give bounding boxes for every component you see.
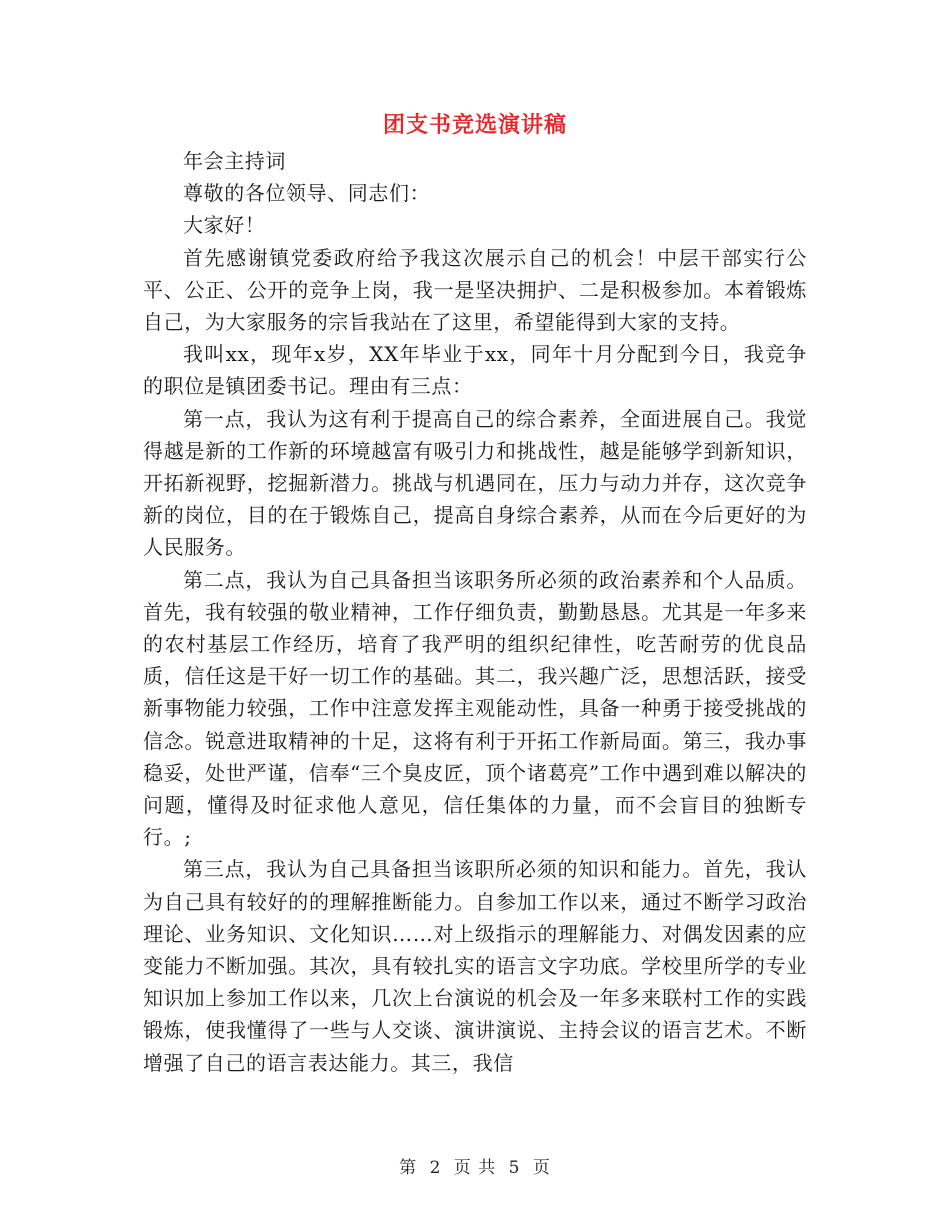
page-footer bbox=[0, 1153, 950, 1178]
document-title: 团支书竞选演讲稿 bbox=[382, 112, 567, 138]
footer-prefix: 第 bbox=[399, 1158, 418, 1178]
footer-total-pages: 5 bbox=[508, 1158, 521, 1178]
paragraph-heading: 年会主持词 bbox=[183, 149, 286, 173]
footer-suffix: 页 bbox=[532, 1158, 551, 1178]
paragraph-point-one: 第一点，我认为这有利于提高自己的综合素养，全面进展自己。我觉得越是新的工作新的环境越富有吸引力和挑战性，越是能够学到新知识，开拓新视野，挖掘新潜力。挑战与机遇同在，压力与动力并存，这次竞争新的岗位，目的在于锻炼自己，提高自身综合素养，从而在今后更好的为人民服务。 bbox=[143, 406, 807, 560]
paragraph-self-introduction: 我叫xx，现年x岁，XX年毕业于xx，同年十月分配到今日，我竞争的职位是镇团委书记。理由有三点： bbox=[143, 342, 807, 399]
paragraph-point-two: 第二点，我认为自己具备担当该职务所必须的政治素养和个人品质。首先，我有较强的敬业精神，工作仔细负责，勤勤恳恳。尤其是一年多来的农村基层工作经历，培育了我严明的组织纪律性，吃苦耐劳的优良品质，信任这是干好一切工作的基础。其二，我兴趣广泛，思想活跃，接受新事物能力较强，工作中注意发挥主观能动性，具备一种勇于接受挑战的信念。锐意进取精神的十足，这将有利于开拓工作新局面。第三，我办事稳妥，处世严谨，信奉“三个臭皮匠，顶个诸葛亮”工作中遇到难以解决的问题，懂得及时征求他人意见，信任集体的力量，而不会盲目的独断专行。; bbox=[143, 567, 807, 850]
paragraph-salutation: 尊敬的各位领导、同志们： bbox=[183, 181, 431, 206]
paragraph-intro: 首先感谢镇党委政府给予我这次展示自己的机会！中层干部实行公平、公正、公开的竞争上岗，我一是坚决拥护、二是积极参加。本着锻炼自己，为大家服务的宗旨我站在了这里，希望能得到大家的支持。 bbox=[143, 245, 807, 335]
document-body bbox=[143, 145, 807, 1079]
paragraph-point-three: 第三点，我认为自己具备担当该职所必须的知识和能力。首先，我认为自己具有较好的的理解推断能力。自参加工作以来，通过不断学习政治理论、业务知识、文化知识……对上级指示的理解能力、对偶发因素的应变能力不断加强。其次，具有较扎实的语言文字功底。学校里所学的专业知识加上参加工作以来，几次上台演说的机会及一年多来联村工作的实践锻炼，使我懂得了一些与人交谈、演讲演说、主持会议的语言艺术。不断增强了自己的语言表达能力。其三，我信 bbox=[143, 857, 807, 1075]
paragraph-greeting: 大家好！ bbox=[183, 213, 266, 238]
footer-middle: 页 共 bbox=[453, 1158, 497, 1178]
footer-current-page: 2 bbox=[429, 1158, 442, 1178]
